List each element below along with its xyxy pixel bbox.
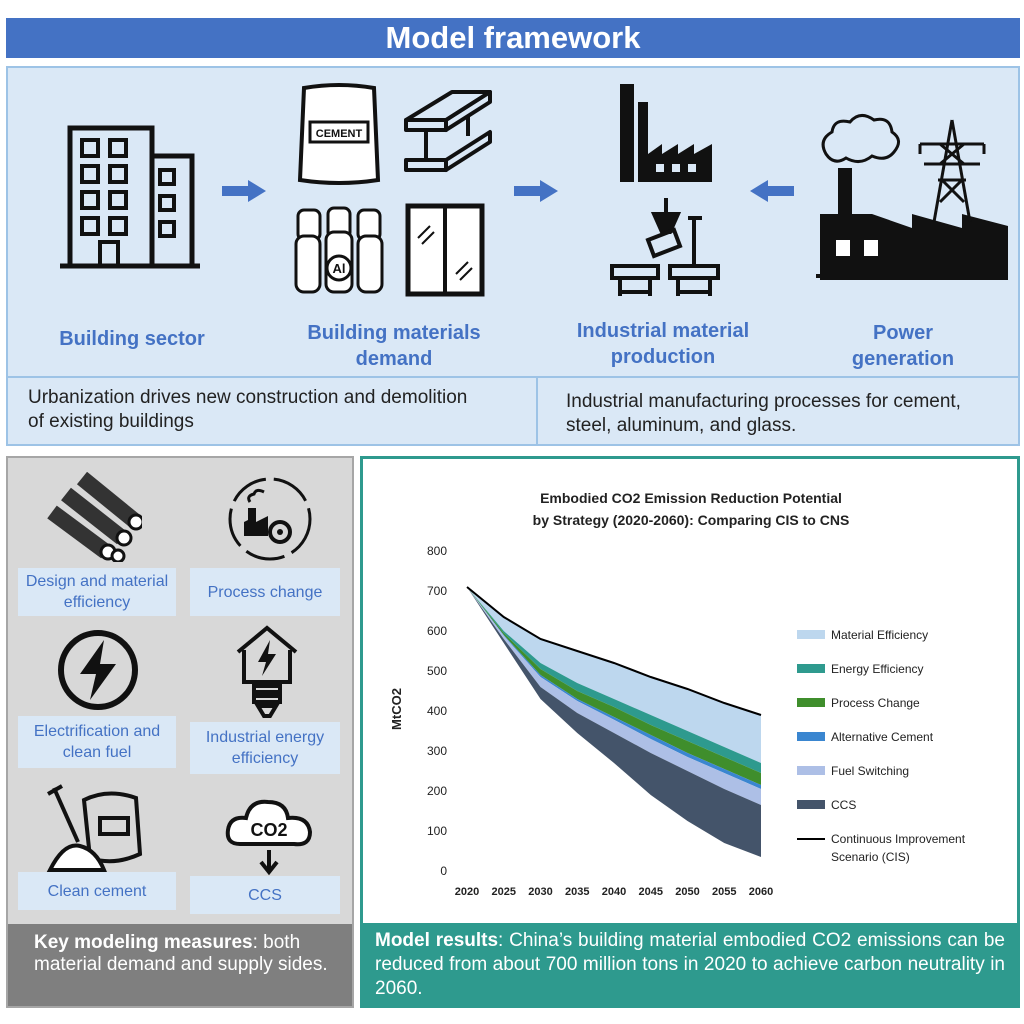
y-tick-label: 100 xyxy=(426,824,447,838)
chart-title-line1: Embodied CO2 Emission Reduction Potential xyxy=(540,490,842,506)
measures-caption xyxy=(8,924,352,1006)
divider xyxy=(8,376,1018,378)
legend-label: Alternative Cement xyxy=(831,730,934,744)
measures-caption-bold: Key modeling measures xyxy=(34,932,253,953)
y-tick-label: 0 xyxy=(440,864,447,878)
legend-swatch xyxy=(797,698,825,707)
chart-title-line2: by Strategy (2020-2060): Comparing CIS to CNS xyxy=(532,512,850,528)
lightning-bolt-icon xyxy=(56,628,140,712)
stage-label-power-generation: Power generation xyxy=(851,322,955,370)
x-tick-label: 2040 xyxy=(601,886,627,898)
x-tick-label: 2045 xyxy=(638,886,663,898)
legend-swatch xyxy=(797,800,825,809)
x-tick-label: 2050 xyxy=(675,886,700,898)
description-right: Industrial manufacturing processes for cement, steel, aluminum, and glass. xyxy=(566,391,961,436)
x-tick-label: 2030 xyxy=(528,886,553,898)
glass-window-icon xyxy=(404,202,486,298)
production-line-icon xyxy=(608,196,722,300)
measures-panel xyxy=(6,456,354,1008)
steel-beam-icon xyxy=(402,90,494,174)
y-tick-label: 400 xyxy=(426,704,447,718)
factory-icon xyxy=(612,78,716,184)
results-panel xyxy=(360,456,1020,1008)
y-axis-label: MtCO2 xyxy=(389,688,404,730)
y-tick-label: 500 xyxy=(426,664,447,678)
steel-pipes-icon xyxy=(46,472,142,562)
measure-label-design: Design and material efficiency xyxy=(18,568,176,616)
emission-chart xyxy=(363,459,1017,923)
legend-swatch xyxy=(797,664,825,673)
arrow-left-icon xyxy=(750,180,794,202)
co2-icon-text: CO2 xyxy=(250,820,288,840)
stage-label-industrial-production: Industrial material production xyxy=(576,320,750,368)
y-tick-label: 300 xyxy=(426,744,447,758)
x-tick-label: 2035 xyxy=(565,886,590,898)
legend-label: Process Change xyxy=(831,696,920,710)
results-caption xyxy=(363,923,1017,1005)
legend-swatch xyxy=(797,732,825,741)
page-title: Model framework xyxy=(385,20,641,55)
x-tick-label: 2025 xyxy=(491,886,516,898)
legend-label: Scenario (CIS) xyxy=(831,850,910,864)
y-tick-label: 700 xyxy=(426,584,447,598)
legend-label: Energy Efficiency xyxy=(831,662,924,676)
measure-label-process: Process change xyxy=(190,568,340,616)
x-tick-label: 2060 xyxy=(748,886,774,898)
cement-bag-text: CEMENT xyxy=(315,128,363,140)
factory-gear-icon xyxy=(224,474,316,564)
arrow-right-icon xyxy=(222,180,266,202)
legend-swatch xyxy=(797,630,825,639)
aluminum-text: Al xyxy=(332,261,346,276)
legend-label: Continuous Improvement xyxy=(831,832,966,846)
stage-label-materials-demand: Building materials demand xyxy=(307,322,481,370)
arrow-right-icon xyxy=(514,180,558,202)
framework-panel xyxy=(6,66,1020,446)
measure-label-ccs: CCS xyxy=(190,876,340,914)
results-caption-text: : China’s building material embodied CO2 emissions can be reduced from about 700 million tons in 2020 to achieve carbon neutrality in 2060. xyxy=(375,930,1005,999)
y-tick-label: 600 xyxy=(426,624,447,638)
x-tick-label: 2020 xyxy=(454,886,480,898)
divider xyxy=(536,376,538,444)
measures-caption-text: : both material demand and supply sides. xyxy=(34,932,328,975)
stage-label-building-sector: Building sector xyxy=(59,328,205,350)
legend-label: Fuel Switching xyxy=(831,764,910,778)
measure-label-clean-cement: Clean cement xyxy=(18,872,176,910)
measure-label-energy-efficiency: Industrial energy efficiency xyxy=(190,722,340,774)
power-plant-icon xyxy=(812,110,1010,280)
legend-swatch xyxy=(797,766,825,775)
description-left: Urbanization drives new construction and demolition of existing buildings xyxy=(28,387,468,432)
legend-label: Material Efficiency xyxy=(831,628,929,642)
cement-bag-shovel-icon xyxy=(44,784,144,874)
house-bulb-icon xyxy=(234,624,300,720)
legend-label: CCS xyxy=(831,798,857,812)
measure-label-electrification: Electrification and clean fuel xyxy=(18,716,176,768)
title-bar xyxy=(6,18,1020,58)
building-icon xyxy=(60,124,200,270)
co2-cloud-icon xyxy=(224,792,314,878)
x-tick-label: 2055 xyxy=(712,886,737,898)
results-caption-bold: Model results xyxy=(375,930,499,951)
aluminum-stack-icon xyxy=(292,202,388,298)
y-tick-label: 200 xyxy=(426,784,447,798)
cement-bag-icon xyxy=(296,82,382,186)
y-tick-label: 800 xyxy=(426,544,447,558)
